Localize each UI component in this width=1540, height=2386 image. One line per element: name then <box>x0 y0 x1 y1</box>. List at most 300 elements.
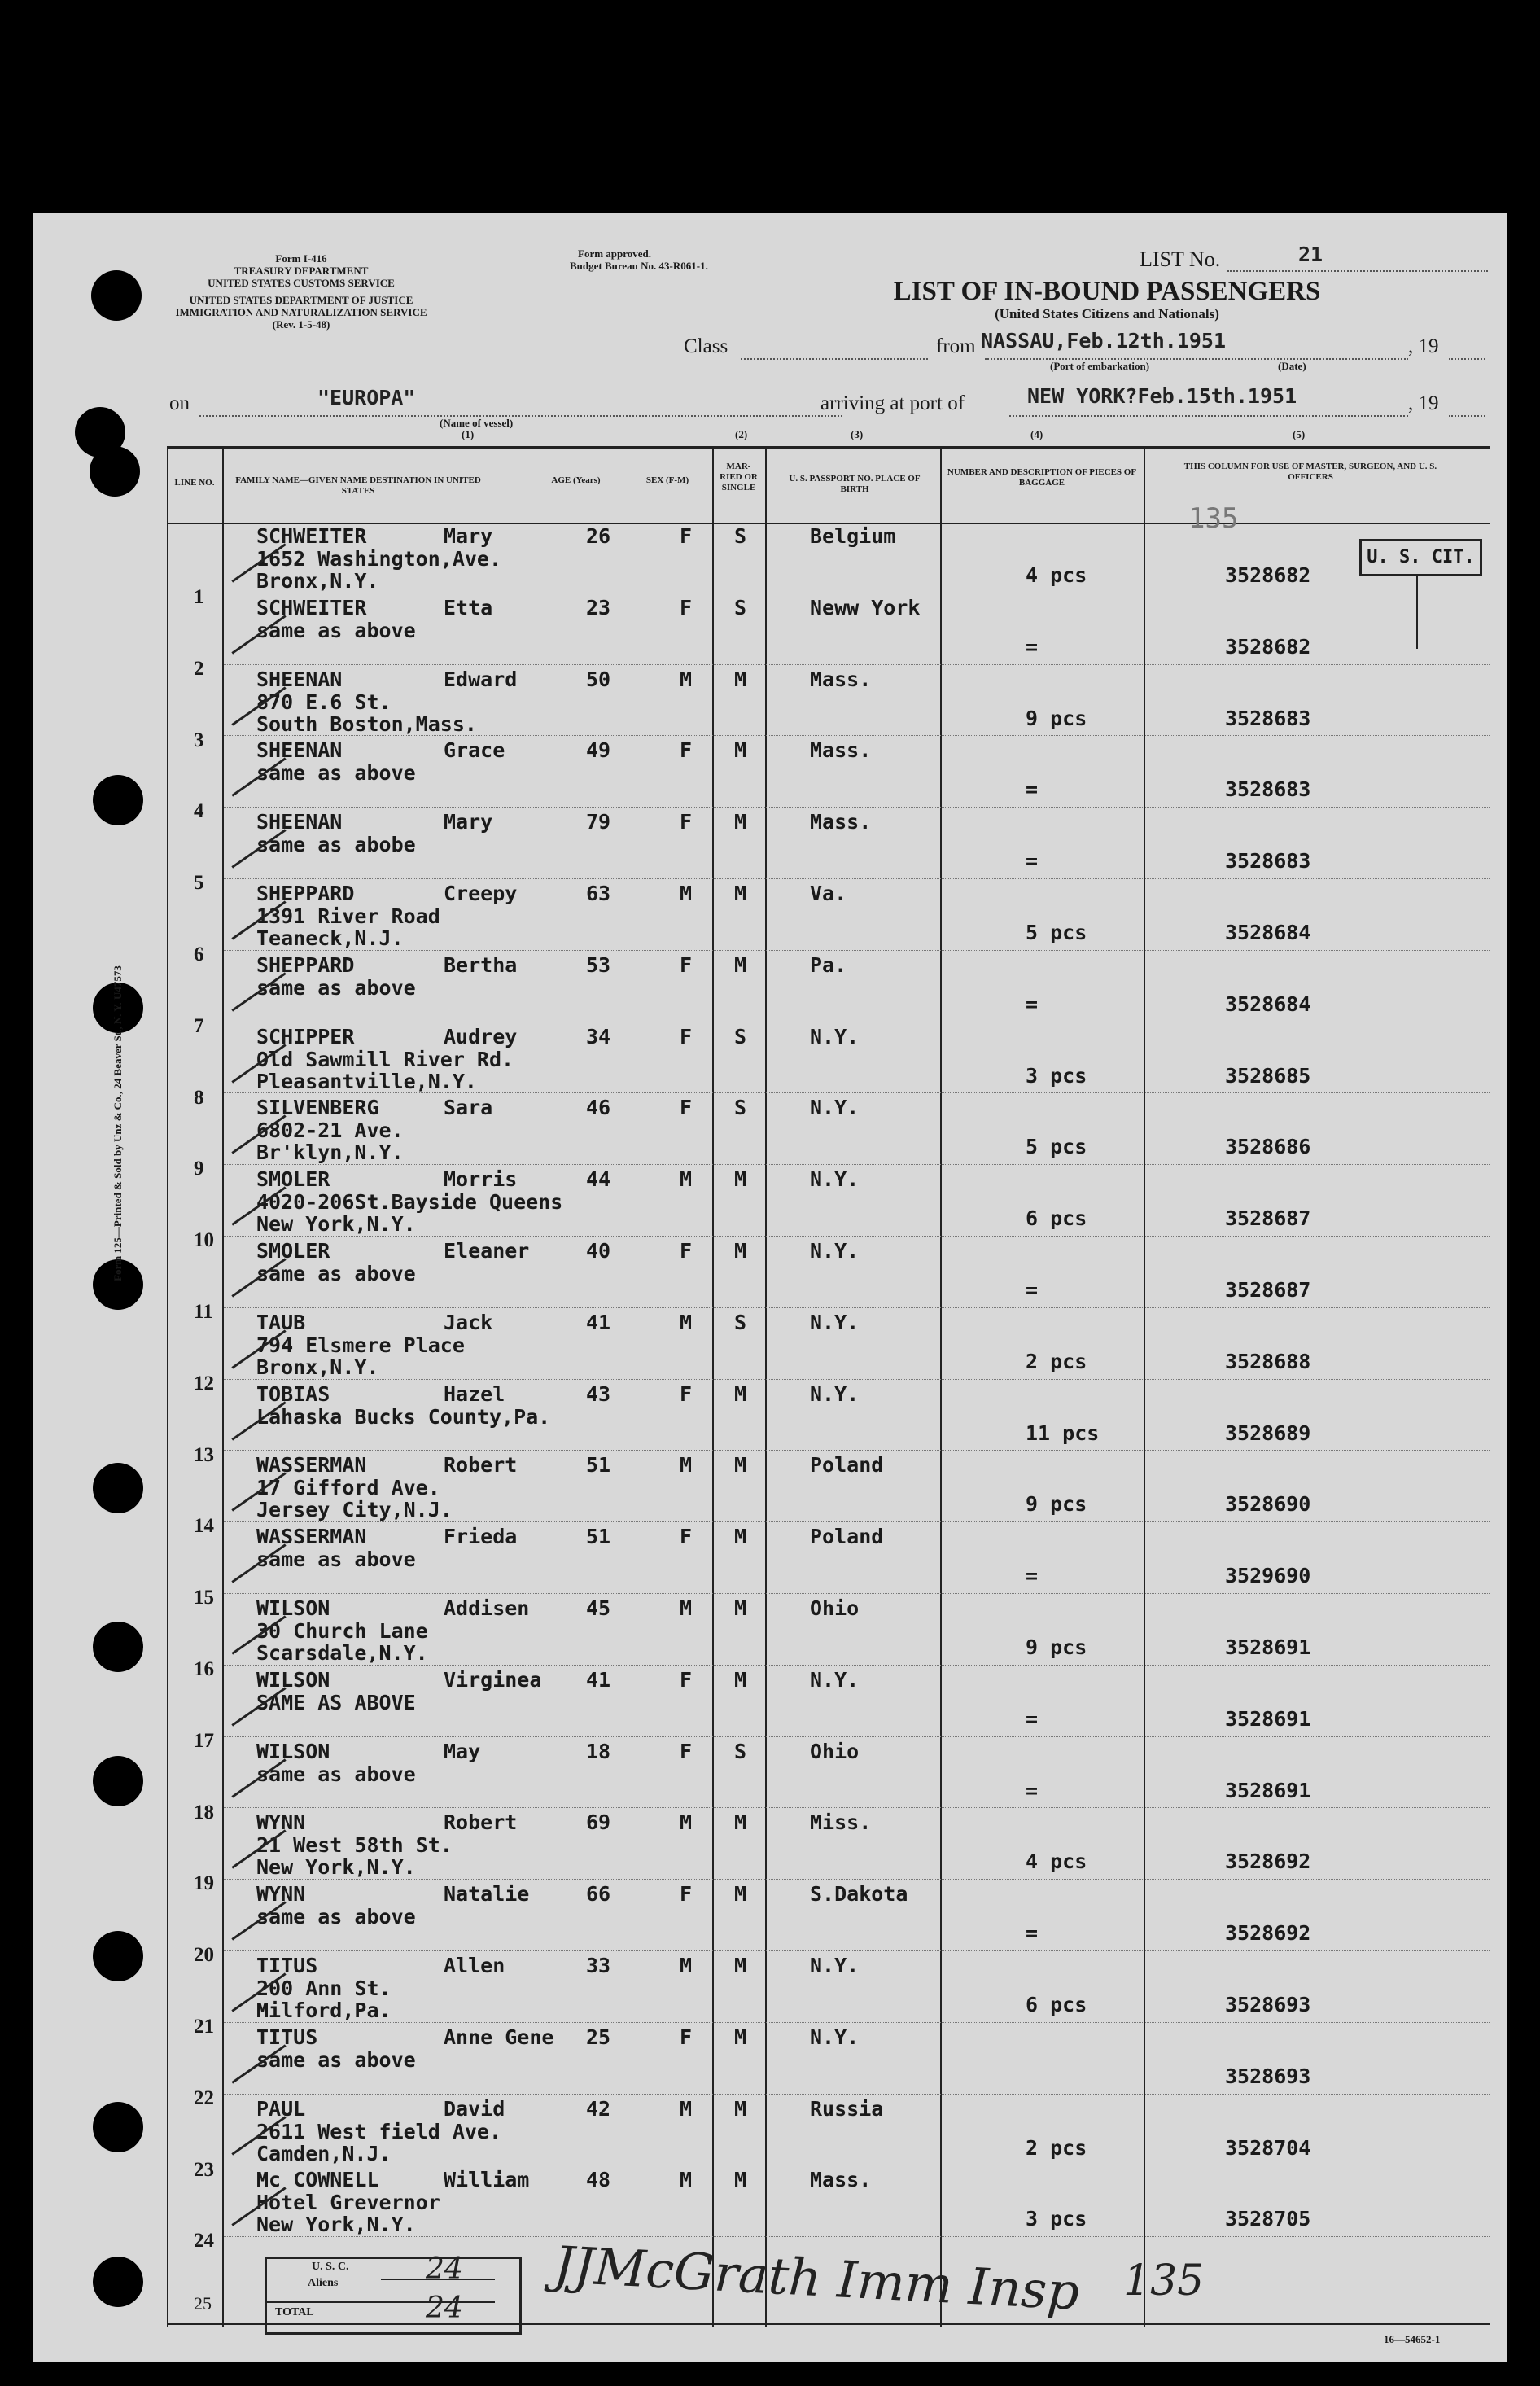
passenger-marital: M <box>734 882 747 905</box>
passenger-family-name: WYNN <box>256 1882 306 1907</box>
year-line-2 <box>1449 415 1485 417</box>
passenger-given-name: May <box>444 1739 481 1763</box>
passenger-address-2: New York,N.Y. <box>256 1855 416 1880</box>
baggage-count: = <box>1026 1706 1039 1731</box>
passenger-birthplace: Mass. <box>810 810 872 834</box>
passenger-family-name: SHEENAN <box>256 667 343 691</box>
passenger-birthplace: Ohio <box>810 1596 860 1620</box>
passenger-birthplace: N.Y. <box>810 1381 860 1406</box>
justice-department: UNITED STATES DEPARTMENT OF JUSTICE <box>189 294 413 306</box>
line-number: 9 <box>194 1158 204 1180</box>
passenger-given-name: Morris <box>444 1167 518 1192</box>
col-num-4: (4) <box>1030 428 1043 440</box>
passenger-age: 49 <box>586 738 611 763</box>
passenger-sex: F <box>680 524 693 548</box>
col-divider <box>765 446 767 2327</box>
passenger-age: 44 <box>586 1167 611 1192</box>
passenger-sex: M <box>680 2168 693 2192</box>
passenger-age: 66 <box>586 1882 611 1907</box>
passenger-sex: F <box>680 1667 693 1692</box>
passenger-family-name: WILSON <box>256 1667 330 1692</box>
passenger-age: 53 <box>586 952 611 977</box>
col-header-married: MAR-RIED OR SINGLE <box>720 462 758 493</box>
year-line-1 <box>1449 358 1485 360</box>
passenger-family-name: SHEENAN <box>256 810 343 834</box>
table-top-line <box>167 446 1490 449</box>
col-divider <box>222 446 224 2327</box>
passenger-address-1: same as abobe <box>256 833 416 857</box>
passenger-age: 23 <box>586 595 611 619</box>
passenger-marital: M <box>734 667 747 691</box>
col-header-name: FAMILY NAME—GIVEN NAME DESTINATION IN UNITED STATES <box>235 475 481 496</box>
passenger-birthplace: N.Y. <box>810 1954 860 1977</box>
line-number: 14 <box>194 1515 214 1538</box>
officer-number: 3528683 <box>1225 849 1311 873</box>
passenger-family-name: WILSON <box>256 1739 330 1763</box>
officer-number: 3528692 <box>1225 1921 1311 1946</box>
punch-hole <box>93 2102 143 2152</box>
usc-label: U. S. C. <box>312 2261 349 2273</box>
passenger-family-name: WASSERMAN <box>256 1453 367 1478</box>
officer-number: 3528704 <box>1225 2135 1311 2160</box>
passenger-age: 45 <box>586 1596 611 1620</box>
passenger-sex: M <box>680 1954 693 1977</box>
row-separator <box>224 1450 1490 1451</box>
passenger-sex: F <box>680 952 693 977</box>
passenger-sex: M <box>680 882 693 905</box>
row-separator <box>224 878 1490 879</box>
row-separator <box>224 1379 1490 1380</box>
baggage-count: = <box>1026 992 1039 1016</box>
line-number-25: 25 <box>194 2293 212 2314</box>
baggage-count: 4 pcs <box>1026 563 1087 587</box>
passenger-family-name: SCHWEITER <box>256 595 367 619</box>
officer-number: 3528689 <box>1225 1421 1311 1445</box>
passenger-birthplace: Ohio <box>810 1739 860 1763</box>
passenger-address-1: 1391 River Road <box>256 904 440 928</box>
passenger-given-name: Robert <box>444 1453 518 1478</box>
officer-number: 3528691 <box>1225 1778 1311 1802</box>
passenger-address-1: Lahaska Bucks County,Pa. <box>256 1404 551 1429</box>
passenger-family-name: Mc COWNELL <box>256 2168 379 2192</box>
passenger-family-name: TOBIAS <box>256 1381 330 1406</box>
passenger-sex: F <box>680 1525 693 1549</box>
passenger-marital: M <box>734 2168 747 2192</box>
manifest-subtitle: (United States Citizens and Nationals) <box>995 306 1219 322</box>
passenger-address-2: Teaneck,N.J. <box>256 926 404 950</box>
passenger-marital: M <box>734 1954 747 1977</box>
class-line <box>741 358 928 360</box>
row-separator <box>224 2236 1490 2237</box>
form-number: Form I-416 <box>275 252 327 265</box>
passenger-address-1: SAME AS ABOVE <box>256 1690 416 1714</box>
passenger-marital: M <box>734 1239 747 1263</box>
baggage-count: = <box>1026 1564 1039 1588</box>
passenger-family-name: SHEPPARD <box>256 882 355 905</box>
baggage-count: 6 pcs <box>1026 1993 1087 2016</box>
col-num-5: (5) <box>1293 428 1306 440</box>
line-number: 20 <box>194 1944 214 1967</box>
passenger-age: 50 <box>586 667 611 691</box>
passenger-age: 46 <box>586 1096 611 1120</box>
passenger-sex: F <box>680 1739 693 1763</box>
passenger-birthplace: N.Y. <box>810 1096 860 1120</box>
vessel-line <box>199 415 842 417</box>
passenger-family-name: SMOLER <box>256 1167 330 1192</box>
passenger-birthplace: Russia <box>810 2096 884 2121</box>
passenger-age: 43 <box>586 1381 611 1406</box>
line-number: 17 <box>194 1729 214 1752</box>
passenger-address-1: same as above <box>256 1262 416 1285</box>
usc-value: 24 <box>426 2252 463 2286</box>
passenger-given-name: Addisen <box>444 1596 530 1620</box>
passenger-family-name: SHEENAN <box>256 738 343 763</box>
baggage-count: 11 pcs <box>1026 1421 1100 1445</box>
officer-number: 3528693 <box>1225 2064 1311 2088</box>
line-number: 8 <box>194 1086 204 1109</box>
baggage-count: = <box>1026 1778 1039 1802</box>
officer-number: 3528691 <box>1225 1635 1311 1659</box>
baggage-count: 9 pcs <box>1026 1492 1087 1517</box>
passenger-marital: M <box>734 2096 747 2121</box>
row-separator <box>224 1879 1490 1880</box>
passenger-family-name: TAUB <box>256 1310 306 1334</box>
baggage-count: 9 pcs <box>1026 1635 1087 1659</box>
passenger-address-1: Old Sawmill River Rd. <box>256 1047 514 1071</box>
side-printer-text: Form 125—Printed & Sold by Unz & Co., 24 Beaver St., N. Y. U47573 <box>112 965 124 1281</box>
passenger-birthplace: Miss. <box>810 1810 872 1835</box>
arriving-value: NEW YORK?Feb.15th.1951 <box>1027 384 1297 408</box>
passenger-birthplace: Poland <box>810 1453 884 1478</box>
us-citizen-stamp <box>1359 539 1482 576</box>
passenger-given-name: Eleaner <box>444 1239 530 1263</box>
officer-number: 3528684 <box>1225 921 1311 944</box>
col-header-sex: SEX (F-M) <box>645 475 689 485</box>
passenger-birthplace: Mass. <box>810 2168 872 2192</box>
row-separator <box>224 807 1490 808</box>
col-num-3: (3) <box>851 428 864 440</box>
punch-hole <box>91 270 142 321</box>
passenger-family-name: SCHWEITER <box>256 524 367 548</box>
passenger-address-1: Hotel Grevernor <box>256 2191 440 2215</box>
passenger-address-2: Milford,Pa. <box>256 1999 392 2022</box>
officer-number: 3528687 <box>1225 1278 1311 1302</box>
passenger-marital: S <box>734 1096 747 1120</box>
baggage-count: 3 pcs <box>1026 2207 1087 2231</box>
passenger-given-name: Etta <box>444 595 493 619</box>
passenger-marital: M <box>734 1882 747 1907</box>
list-no-label: LIST No. <box>1140 247 1221 271</box>
passenger-birthplace: N.Y. <box>810 1667 860 1692</box>
punch-hole <box>93 775 143 825</box>
list-no-value: 21 <box>1298 243 1323 266</box>
passenger-marital: S <box>734 1739 747 1763</box>
punch-hole <box>93 1931 143 1981</box>
passenger-sex: F <box>680 810 693 834</box>
passenger-sex: F <box>680 1096 693 1120</box>
passenger-given-name: Allen <box>444 1954 505 1977</box>
passenger-family-name: SCHIPPER <box>256 1024 355 1049</box>
punch-hole <box>90 446 140 497</box>
passenger-sex: F <box>680 1239 693 1263</box>
passenger-sex: F <box>680 1882 693 1907</box>
col-header-passport: U. S. PASSPORT NO. PLACE OF BIRTH <box>789 474 921 494</box>
passenger-address-1: same as above <box>256 761 416 786</box>
row-separator <box>224 664 1490 665</box>
customs-service: UNITED STATES CUSTOMS SERVICE <box>208 277 395 289</box>
punch-hole <box>93 2257 143 2307</box>
passenger-address-1: 6802-21 Ave. <box>256 1119 404 1143</box>
passenger-family-name: SILVENBERG <box>256 1096 379 1120</box>
passenger-given-name: Anne Gene <box>444 2025 554 2049</box>
passenger-marital: M <box>734 2025 747 2049</box>
line-number: 21 <box>194 2016 214 2038</box>
row-separator <box>224 1521 1490 1522</box>
vessel-col-num: (1) <box>462 428 475 440</box>
passenger-family-name: SHEPPARD <box>256 952 355 977</box>
line-number: 18 <box>194 1801 214 1823</box>
manifest-page <box>33 213 1507 2362</box>
passenger-birthplace: N.Y. <box>810 2025 860 2049</box>
passenger-age: 51 <box>586 1453 611 1478</box>
line-number: 1 <box>194 586 204 608</box>
row-separator <box>224 1807 1490 1808</box>
passenger-address-2: Pleasantville,N.Y. <box>256 1069 477 1093</box>
passenger-family-name: TITUS <box>256 1954 318 1977</box>
passenger-sex: F <box>680 1381 693 1406</box>
officer-number: 3528690 <box>1225 1492 1311 1517</box>
aliens-label: Aliens <box>308 2277 339 2289</box>
line-number: 16 <box>194 1658 214 1680</box>
totals-box <box>265 2252 522 2335</box>
passenger-given-name: Creepy <box>444 882 518 905</box>
row-separator <box>224 1236 1490 1237</box>
passenger-given-name: Frieda <box>444 1525 518 1549</box>
baggage-count: 5 pcs <box>1026 921 1087 944</box>
passenger-address-1: 21 West 58th St. <box>256 1833 453 1858</box>
passenger-age: 51 <box>586 1525 611 1549</box>
col-divider <box>712 446 714 2327</box>
passenger-age: 79 <box>586 810 611 834</box>
passenger-given-name: David <box>444 2096 505 2121</box>
col-divider <box>167 446 168 2327</box>
passenger-address-2: New York,N.Y. <box>256 2213 416 2237</box>
line-number: 12 <box>194 1372 214 1394</box>
passenger-address-1: same as above <box>256 1905 416 1929</box>
passenger-birthplace: N.Y. <box>810 1167 860 1192</box>
officer-number: 3528683 <box>1225 777 1311 802</box>
passenger-sex: M <box>680 1310 693 1334</box>
passenger-age: 34 <box>586 1024 611 1049</box>
form-approved: Form approved. <box>578 247 652 260</box>
passenger-marital: S <box>734 1310 747 1334</box>
passenger-birthplace: Va. <box>810 882 847 905</box>
punch-hole <box>93 1756 143 1806</box>
passenger-age: 40 <box>586 1239 611 1263</box>
passenger-address-2: Camden,N.J. <box>256 2141 392 2165</box>
passenger-marital: M <box>734 810 747 834</box>
passenger-address-1: 1652 Washington,Ave. <box>256 547 502 571</box>
passenger-age: 42 <box>586 2096 611 2121</box>
passenger-address-2: Br'klyn,N.Y. <box>256 1140 404 1165</box>
baggage-count: = <box>1026 634 1039 659</box>
line-number: 19 <box>194 1872 214 1895</box>
passenger-given-name: William <box>444 2168 530 2192</box>
passenger-marital: M <box>734 1381 747 1406</box>
footer-code: 16—54652-1 <box>1384 2333 1441 2345</box>
row-separator <box>224 1307 1490 1308</box>
row-separator <box>224 735 1490 736</box>
passenger-birthplace: N.Y. <box>810 1310 860 1334</box>
passenger-address-1: 2611 West field Ave. <box>256 2119 502 2143</box>
passenger-birthplace: N.Y. <box>810 1024 860 1049</box>
passenger-given-name: Robert <box>444 1810 518 1835</box>
row-separator <box>224 1593 1490 1594</box>
form-department-block <box>167 252 435 331</box>
line-number: 7 <box>194 1014 204 1037</box>
total-value: 24 <box>426 2292 463 2325</box>
officer-number: 3528684 <box>1225 992 1311 1016</box>
officer-number: 3528691 <box>1225 1706 1311 1731</box>
passenger-family-name: WYNN <box>256 1810 306 1835</box>
passenger-age: 26 <box>586 524 611 548</box>
row-separator <box>224 1665 1490 1666</box>
passenger-birthplace: S.Dakota <box>810 1882 908 1907</box>
manifest-title: LIST OF IN-BOUND PASSENGERS <box>893 277 1321 306</box>
baggage-count: 9 pcs <box>1026 706 1087 730</box>
row-separator <box>224 2094 1490 2095</box>
line-number: 4 <box>194 800 204 823</box>
passenger-address-1: 17 Gifford Ave. <box>256 1476 440 1500</box>
passenger-marital: S <box>734 1024 747 1049</box>
class-label: Class <box>684 335 728 357</box>
passenger-birthplace: Belgium <box>810 524 896 548</box>
from-label: from <box>936 335 976 357</box>
passenger-age: 69 <box>586 1810 611 1835</box>
baggage-count: 2 pcs <box>1026 2135 1087 2160</box>
col-header-age: AGE (Years) <box>551 475 601 485</box>
passenger-marital: M <box>734 1810 747 1835</box>
baggage-count: 2 pcs <box>1026 1349 1087 1373</box>
baggage-count: 5 pcs <box>1026 1135 1087 1159</box>
passenger-given-name: Bertha <box>444 952 518 977</box>
passenger-address-1: same as above <box>256 1762 416 1786</box>
budget-bureau: Budget Bureau No. 43-R061-1. <box>570 260 708 272</box>
passenger-sex: M <box>680 1453 693 1478</box>
passenger-given-name: Virginea <box>444 1667 542 1692</box>
passenger-marital: S <box>734 524 747 548</box>
col-num-2: (2) <box>735 428 748 440</box>
line-number: 2 <box>194 657 204 680</box>
passenger-address-1: same as above <box>256 2047 416 2072</box>
punch-hole <box>93 1463 143 1513</box>
passenger-address-1: 200 Ann St. <box>256 1977 392 2000</box>
passenger-address-2: Bronx,N.Y. <box>256 1355 379 1379</box>
passenger-address-2: New York,N.Y. <box>256 1212 416 1237</box>
passenger-address-2: Jersey City,N.J. <box>256 1498 453 1522</box>
passenger-address-1: 870 E.6 St. <box>256 690 392 714</box>
list-no-line <box>1227 270 1488 272</box>
passenger-sex: F <box>680 738 693 763</box>
passenger-age: 33 <box>586 1954 611 1977</box>
officer-number: 3528686 <box>1225 1135 1311 1159</box>
baggage-count: = <box>1026 1278 1039 1302</box>
row-separator <box>224 1736 1490 1737</box>
passenger-marital: M <box>734 1667 747 1692</box>
immigration-service: IMMIGRATION AND NATURALIZATION SERVICE <box>175 306 427 318</box>
baggage-count: = <box>1026 849 1039 873</box>
passenger-age: 25 <box>586 2025 611 2049</box>
officer-number: 3528687 <box>1225 1206 1311 1231</box>
passenger-address-1: 4020-206St.Bayside Queens <box>256 1190 563 1215</box>
arriving-label: arriving at port of <box>820 392 965 414</box>
year-suffix-2: , 19 <box>1408 392 1439 414</box>
passenger-address-2: South Boston,Mass. <box>256 711 477 736</box>
from-line <box>985 358 1408 360</box>
passenger-marital: M <box>734 738 747 763</box>
passenger-marital: M <box>734 1453 747 1478</box>
baggage-count: 4 pcs <box>1026 1850 1087 1874</box>
officer-number: 3528683 <box>1225 706 1311 730</box>
passenger-given-name: Jack <box>444 1310 493 1334</box>
passenger-birthplace: Pa. <box>810 952 847 977</box>
passenger-given-name: Mary <box>444 524 493 548</box>
passenger-marital: M <box>734 1525 747 1549</box>
baggage-count: = <box>1026 1921 1039 1946</box>
line-number: 5 <box>194 872 204 895</box>
passenger-given-name: Hazel <box>444 1381 505 1406</box>
passenger-address-2: Bronx,N.Y. <box>256 569 379 593</box>
passenger-age: 18 <box>586 1739 611 1763</box>
arriving-line <box>1009 415 1408 417</box>
passenger-sex: M <box>680 2096 693 2121</box>
passenger-given-name: Natalie <box>444 1882 530 1907</box>
passenger-marital: M <box>734 1596 747 1620</box>
vessel-label: (Name of vessel) <box>440 417 514 429</box>
line-number: 22 <box>194 2086 214 2109</box>
inspector-number: 135 <box>1123 2257 1205 2305</box>
vessel-name: "EUROPA" <box>317 386 416 409</box>
passenger-family-name: TITUS <box>256 2025 318 2049</box>
passenger-address-1: 794 Elsmere Place <box>256 1333 465 1357</box>
passenger-given-name: Mary <box>444 810 493 834</box>
col-header-baggage: NUMBER AND DESCRIPTION OF PIECES OF BAGGAGE <box>947 467 1137 488</box>
passenger-age: 41 <box>586 1310 611 1334</box>
port-embarkation-label: (Port of embarkation) <box>1050 360 1150 372</box>
passenger-family-name: WASSERMAN <box>256 1525 367 1549</box>
line-number: 10 <box>194 1229 214 1252</box>
passenger-address-2: Scarsdale,N.Y. <box>256 1641 428 1665</box>
passenger-birthplace: Poland <box>810 1525 884 1549</box>
passenger-sex: M <box>680 1810 693 1835</box>
passenger-marital: M <box>734 952 747 977</box>
stamp-stem <box>1416 576 1418 649</box>
passenger-sex: F <box>680 1024 693 1049</box>
col-header-line-no: LINE NO. <box>174 478 215 488</box>
inspector-signature: JJMcGrath Imm Insp <box>552 2235 1081 2322</box>
col-divider <box>1144 446 1145 2327</box>
passenger-given-name: Audrey <box>444 1024 518 1049</box>
year-suffix-1: , 19 <box>1408 335 1439 357</box>
passenger-family-name: PAUL <box>256 2096 306 2121</box>
date-label: (Date) <box>1278 360 1306 372</box>
line-number: 6 <box>194 943 204 965</box>
passenger-birthplace: Mass. <box>810 667 872 691</box>
passenger-sex: M <box>680 1596 693 1620</box>
passenger-marital: S <box>734 595 747 619</box>
punch-hole <box>93 1622 143 1672</box>
row-separator <box>224 2022 1490 2023</box>
